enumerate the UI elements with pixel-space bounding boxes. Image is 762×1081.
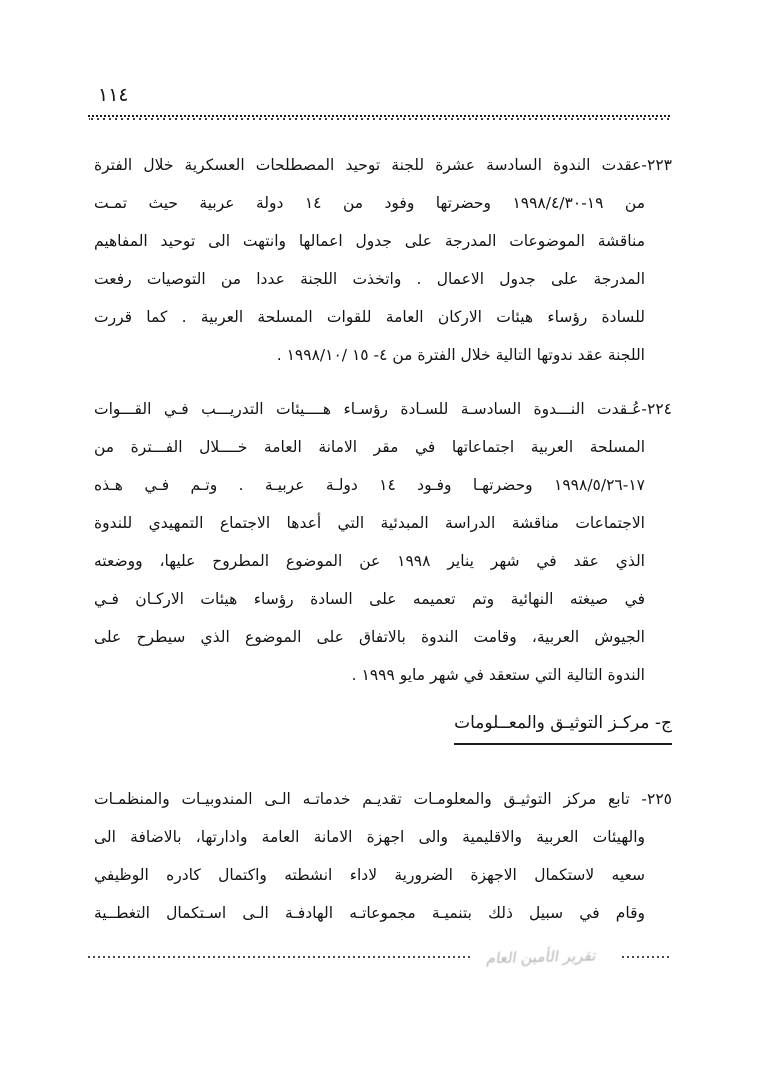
text-line: ٢٢٣-عقدت الندوة السادسة عشرة للجنة توحيد المصطلحات العسكرية خلال الفترة (94, 156, 672, 174)
text-line: اللجنة عقد ندوتها التالية خلال الفترة من ٤- ١٥ /١٩٩٨/١٠ . (276, 346, 645, 364)
document-body (94, 146, 672, 948)
page-footer (88, 938, 672, 976)
text-line: الذي عقد في شهر يناير ١٩٩٨ عن الموضوع المطروح عليها، ووضعته (94, 552, 645, 570)
paragraph-225 (94, 780, 672, 932)
text-line: الاجتماعات مناقشة الدراسة المبدئية التي أعدها الاجتماع التمهيدي للندوة (94, 514, 645, 532)
paragraph-224 (94, 390, 672, 694)
heading-documentation-center: ج- مركـز التوثيـق والمعــلومات (454, 710, 672, 745)
text-line: للسادة رؤساء هيئات الاركان العامة للقوات المسلحة العربية . كما قررت (94, 308, 645, 326)
page-number: ١١٤ (98, 84, 129, 106)
footer-stamp: تقرير الأمين العام (485, 946, 598, 968)
text-line: المسلحة العربية اجتماعاتها في مقر الامانة العامة خــــلال الفـــترة من (94, 438, 645, 456)
text-line: سعيه لاستكمال الاجهزة الضرورية لاداء انشطته واكتمال كادره الوظيفي (94, 866, 645, 884)
text-line: ١٧-١٩٩٨/٥/٢٦ وحضرتهـا وفـود ١٤ دولـة عربيـة . وتـم فـي هـذه (94, 476, 645, 494)
text-line: والهيئات العربية والاقليمية والى اجهزة الامانة العامة وادارتها، بالاضافة الى (94, 828, 645, 846)
footer-dotted-rule-right (622, 956, 672, 959)
footer-dotted-rule-left (88, 956, 473, 959)
text-line: المدرجة على جدول الاعمال . واتخذت اللجنة عددا من التوصيات رفعت (94, 270, 645, 288)
section-heading-row (94, 710, 672, 752)
text-line: من ١٩-١٩٩٨/٤/٣٠ وحضرتها وفود من ١٤ دولة عربية حيث تمـت (94, 194, 645, 212)
text-line: وقام في سبيل ذلك بتنميـة مجموعاتـه الهادفـة الـى اسـتكمال التغطــية (94, 904, 645, 922)
text-line: ٢٢٥- تابع مركز التوثيـق والمعلومـات تقديـم خدماتـه الـى المندوبيـات والمنظمـات (94, 790, 672, 808)
top-divider-dotted-rule (88, 115, 672, 120)
text-line: الجيوش العربية، وقامت الندوة بالاتفاق على الموضوع الذي سيطرح على (94, 628, 645, 646)
text-line: ٢٢٤-عُـقدت النـــدوة السادسـة للسـادة رؤسـاء هــــيئات التدريـــب فـي القـــوات (94, 400, 672, 418)
text-line: الندوة التالية التي ستعقد في شهر مايو ١٩٩٩ . (351, 666, 645, 684)
paragraph-223 (94, 146, 672, 374)
text-line: في صيغته النهائية وتم تعميمه على السادة رؤساء هيئات الاركـان فـي (94, 590, 645, 608)
text-line: مناقشة الموضوعات المدرجة على جدول اعمالها وانتهت الى توحيد المفاهيم (94, 232, 645, 250)
